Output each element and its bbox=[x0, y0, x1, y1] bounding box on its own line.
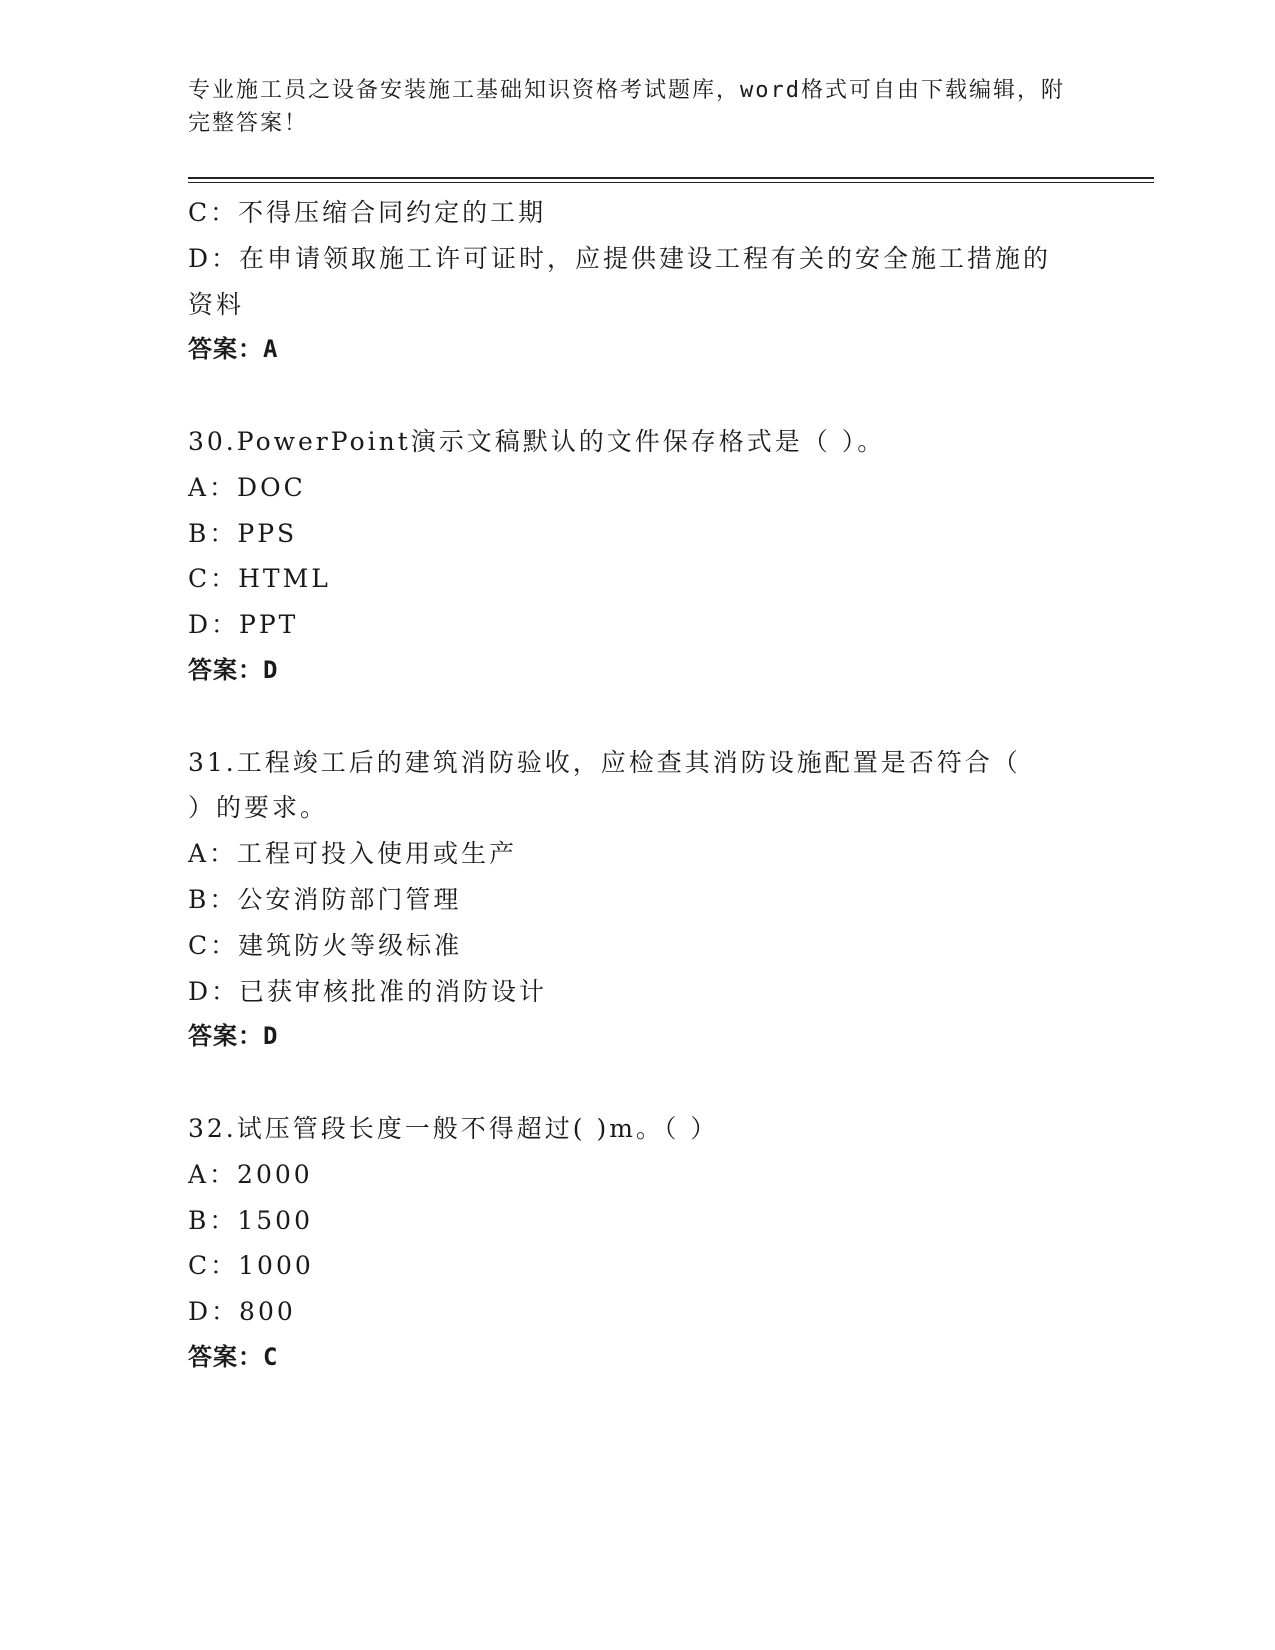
option-c: C：不得压缩合同约定的工期 bbox=[188, 198, 547, 227]
option-a: A：DOC bbox=[188, 472, 306, 502]
spacer bbox=[188, 1060, 1108, 1106]
option-d-line2: 资料 bbox=[188, 289, 245, 319]
question-31 bbox=[188, 740, 1108, 1061]
previous-question-tail bbox=[188, 190, 1108, 373]
answer: 答案：A bbox=[188, 335, 279, 364]
answer: 答案：D bbox=[188, 1022, 279, 1051]
header-rule-thick bbox=[188, 177, 1154, 179]
question-30 bbox=[188, 419, 1108, 694]
option-a: A：2000 bbox=[188, 1159, 313, 1189]
question-32 bbox=[188, 1106, 1108, 1381]
option-d-line1: D：在申请领取施工许可证时，应提供建设工程有关的安全施工措施的 bbox=[188, 243, 1052, 273]
option-c: C：1000 bbox=[188, 1251, 314, 1281]
answer: 答案：C bbox=[188, 1342, 279, 1371]
answer: 答案：D bbox=[188, 655, 279, 684]
option-c: C：HTML bbox=[188, 564, 331, 594]
option-d: D：PPT bbox=[188, 610, 299, 640]
question-text-line2: ）的要求。 bbox=[188, 793, 329, 823]
option-c: C：建筑防火等级标准 bbox=[188, 930, 463, 960]
option-d: D：已获审核批准的消防设计 bbox=[188, 976, 548, 1006]
question-text: 30.PowerPoint演示文稿默认的文件保存格式是（ ）。 bbox=[188, 426, 886, 456]
question-text-line1: 31.工程竣工后的建筑消防验收，应检查其消防设施配置是否符合（ bbox=[188, 747, 1021, 777]
option-b: B：公安消防部门管理 bbox=[188, 884, 462, 914]
question-content bbox=[188, 190, 1108, 1381]
option-d: D：800 bbox=[188, 1297, 296, 1327]
option-b: B：1500 bbox=[188, 1205, 313, 1235]
option-a: A：工程可投入使用或生产 bbox=[188, 839, 518, 869]
document-header: 专业施工员之设备安装施工基础知识资格考试题库，word格式可自由下载编辑，附完整答案！ bbox=[188, 78, 1065, 136]
question-text: 32.试压管段长度一般不得超过( )m。（ ） bbox=[188, 1113, 719, 1143]
header-rule-thin bbox=[188, 182, 1154, 183]
spacer bbox=[188, 373, 1108, 419]
option-b: B：PPS bbox=[188, 518, 298, 548]
spacer bbox=[188, 694, 1108, 740]
